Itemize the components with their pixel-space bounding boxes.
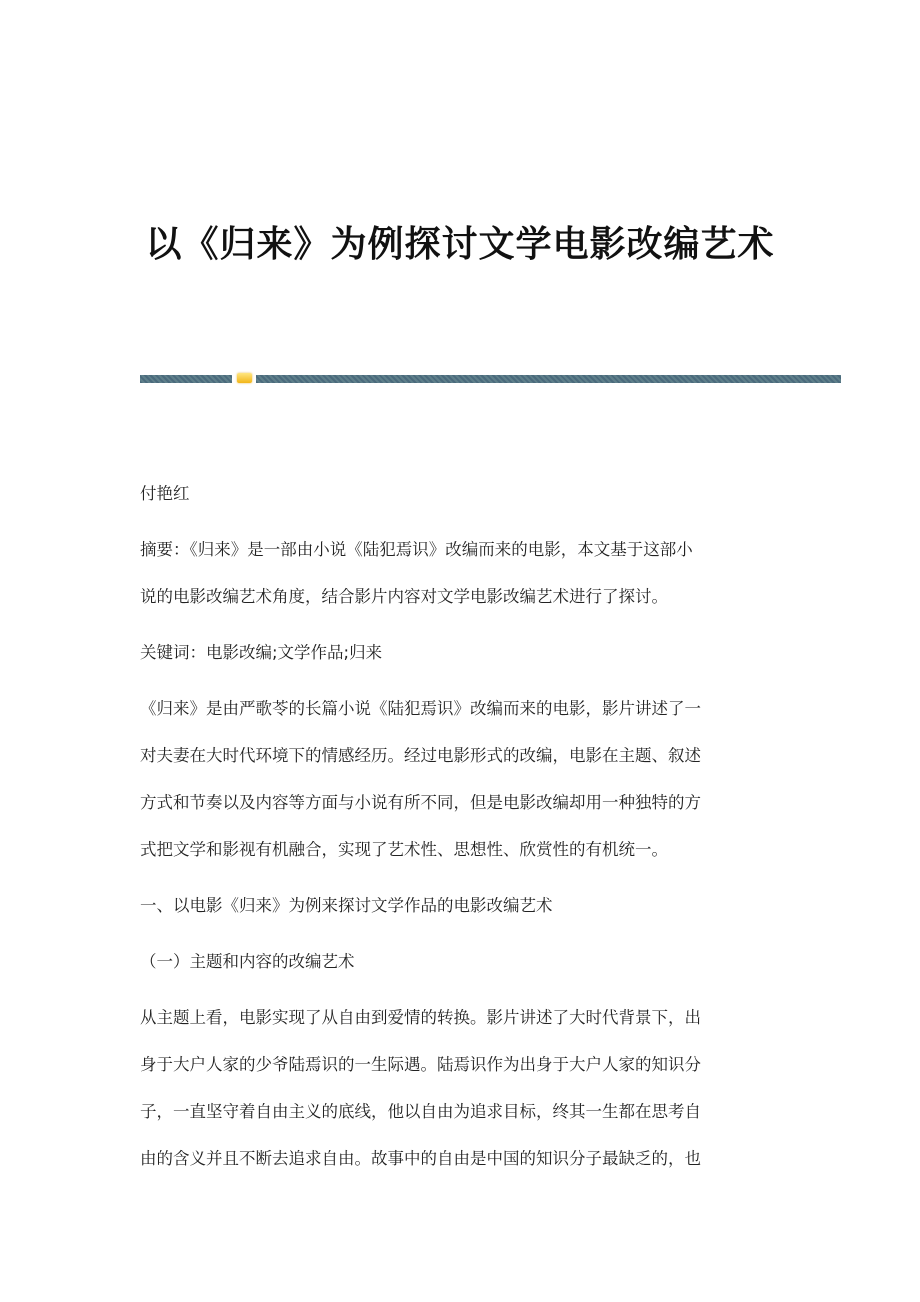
paragraph-line: 由的含义并且不断去追求自由。故事中的自由是中国的知识分子最缺乏的，也 [140,1149,701,1168]
keywords: 关键词：电影改编;文学作品;归来 [140,643,383,662]
paragraph-line: 方式和节奏以及内容等方面与小说有所不同，但是电影改编却用一种独特的方 [140,793,701,812]
subsection-heading: （一）主题和内容的改编艺术 [140,952,355,971]
section-heading: 一、以电影《归来》为例来探讨文学作品的电影改编艺术 [140,896,553,915]
paragraph-line: 从主题上看，电影实现了从自由到爱情的转换。影片讲述了大时代背景下，出 [140,1008,701,1027]
author: 付艳红 [140,484,190,503]
divider-bar-right [256,375,841,383]
paragraph-line: 式把文学和影视有机融合，实现了艺术性、思想性、欣赏性的有机统一。 [140,840,668,859]
abstract-line: 说的电影改编艺术角度，结合影片内容对文学电影改编艺术进行了探讨。 [140,587,668,606]
abstract-line: 摘要：《归来》是一部由小说《陆犯焉识》改编而来的电影，本文基于这部小 [140,540,693,559]
gem-ornament-icon [237,373,252,383]
abstract [140,526,780,620]
paragraph-intro [140,685,780,873]
paragraph-line: 身于大户人家的少爷陆焉识的一生际遇。陆焉识作为出身于大户人家的知识分 [140,1055,701,1074]
document-body [140,470,780,1191]
divider-bar-left [140,375,232,383]
paragraph-line: 对夫妻在大时代环境下的情感经历。经过电影形式的改编，电影在主题、叙述 [140,746,701,765]
document-title: 以《归来》为例探讨文学电影改编艺术 [145,223,775,265]
paragraph-line: 子，一直坚守着自由主义的底线，他以自由为追求目标，终其一生都在思考自 [140,1102,701,1121]
paragraph-theme [140,994,780,1182]
paragraph-line: 《归来》是由严歌苓的长篇小说《陆犯焉识》改编而来的电影，影片讲述了一 [140,699,701,718]
